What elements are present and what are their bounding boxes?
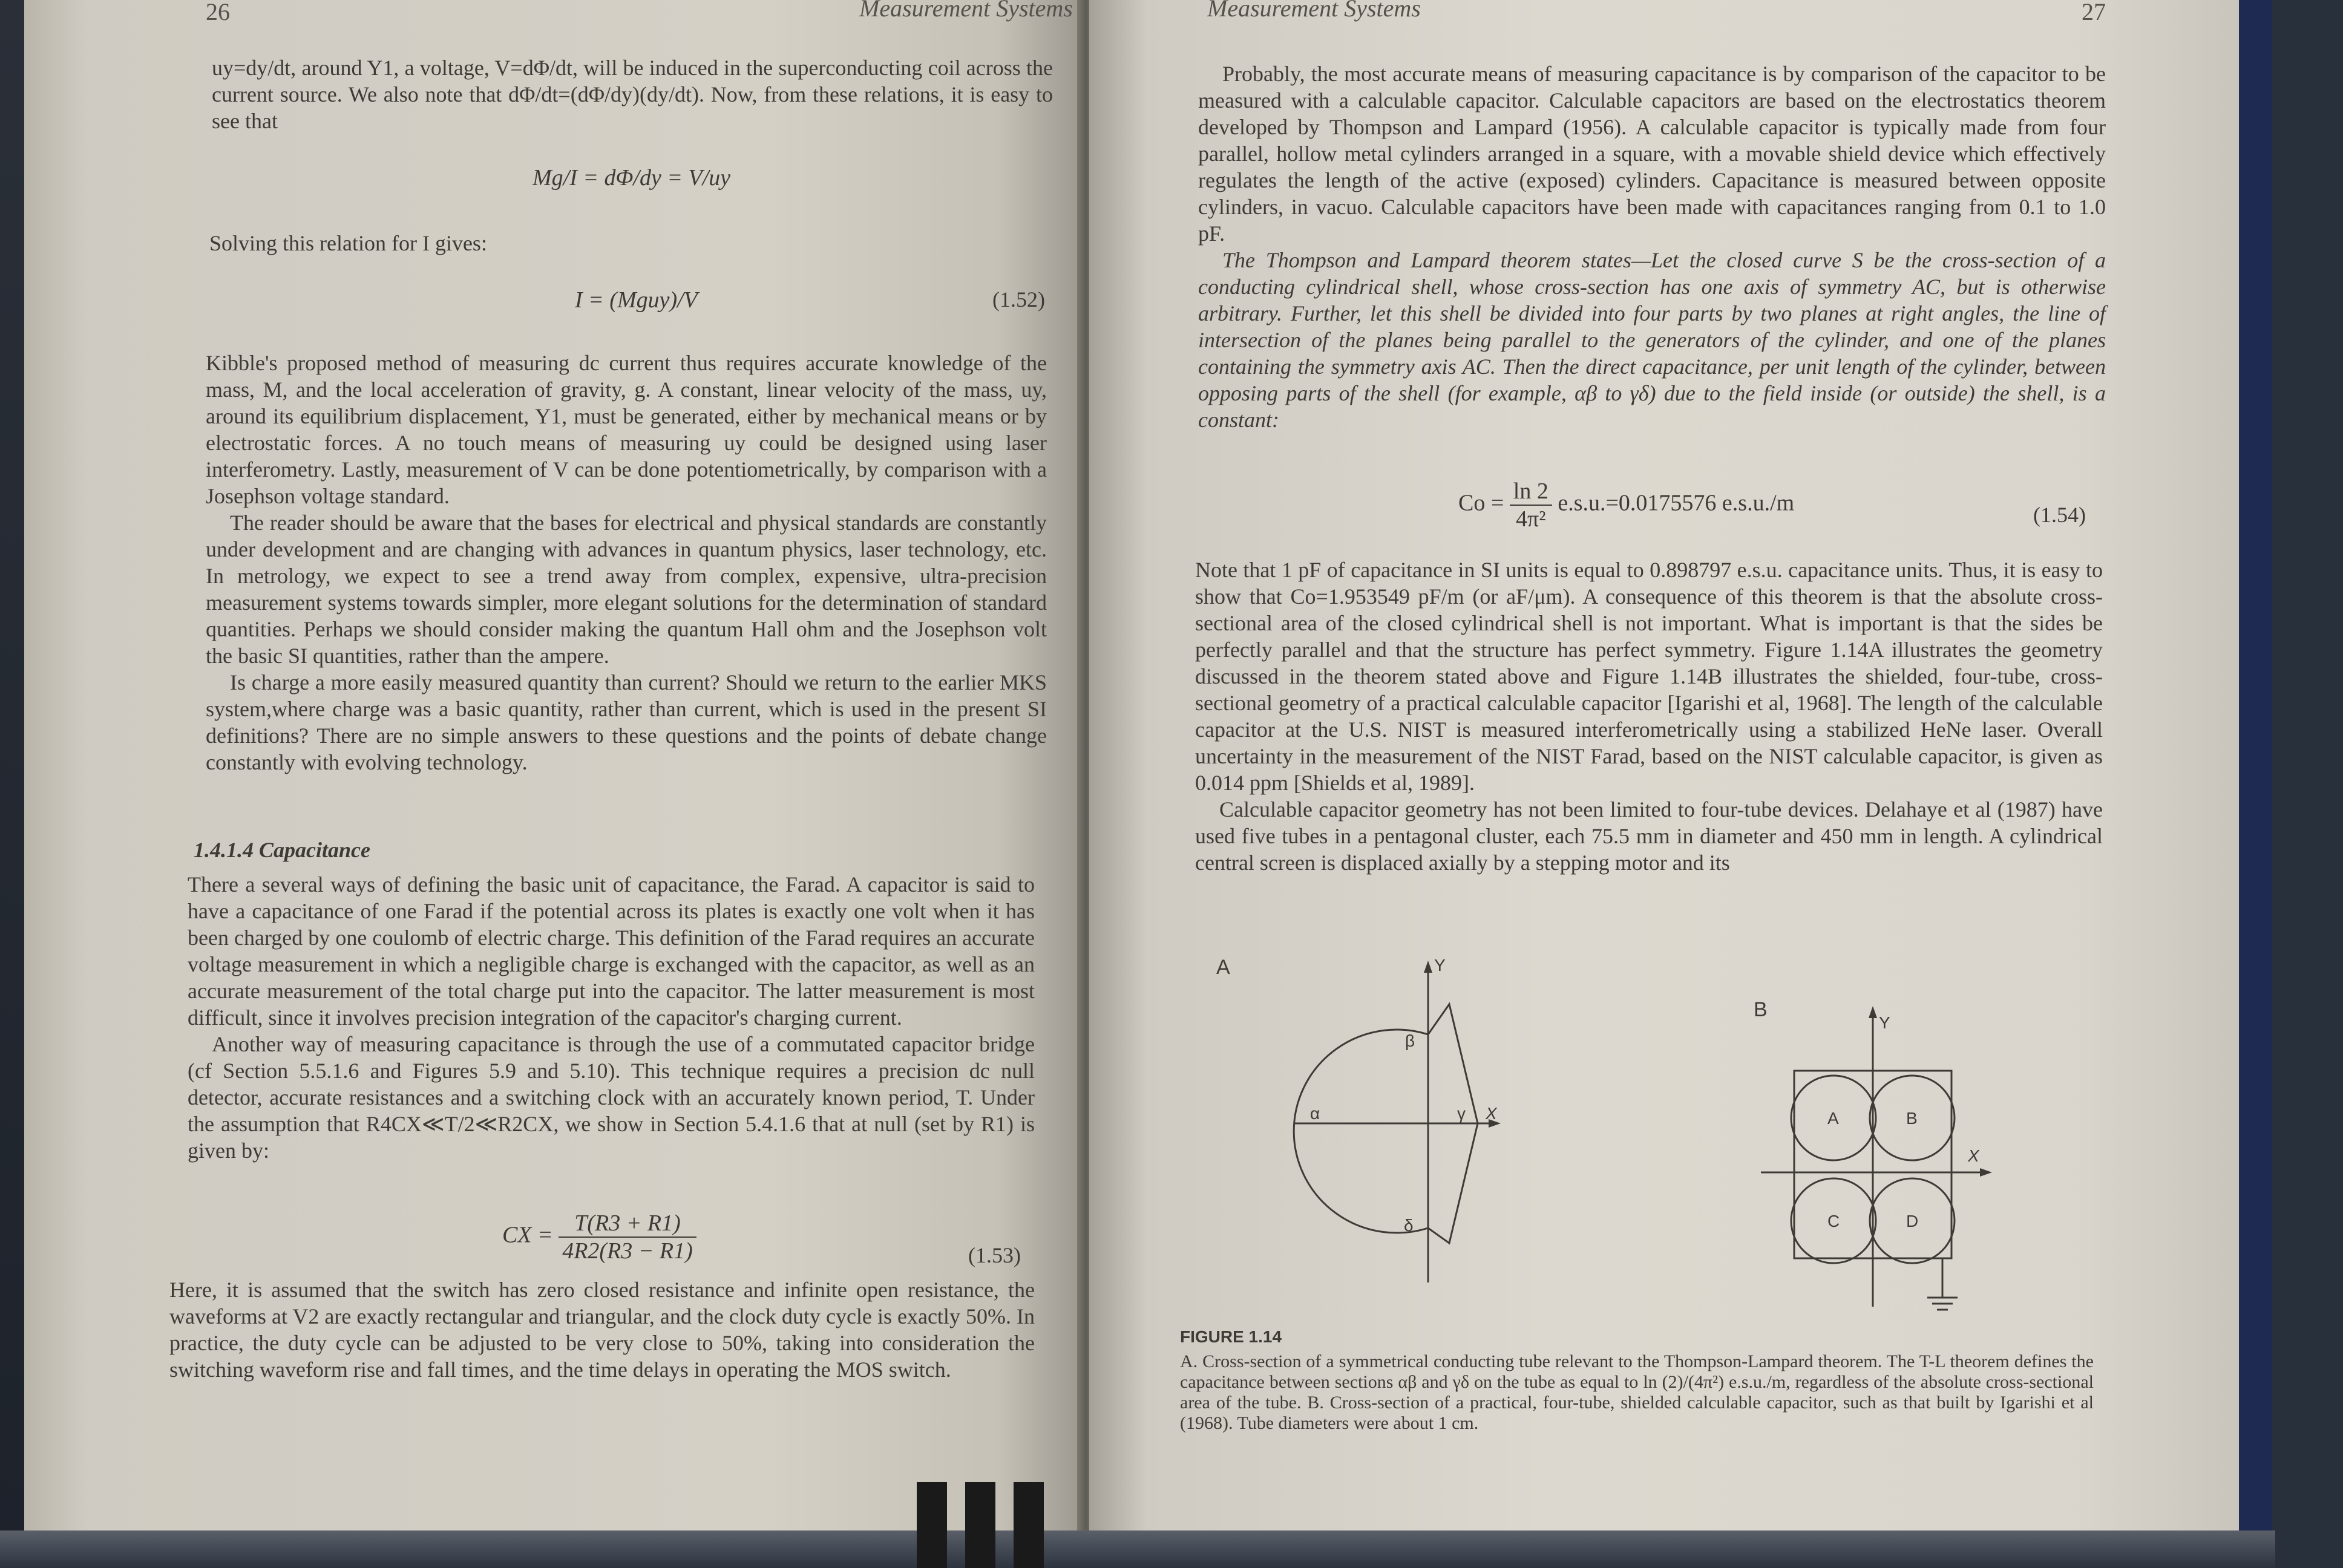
figure-caption: A. Cross-section of a symmetrical conducting tube relevant to the Thompson-Lampard theorem. The T-L theorem defines the capacitance between sections αβ and γδ on the tube as equal to ln (2)/(4π²) e.s.u./m, regardless of the absolute cross-sectional area of the tube. B. Cross-section of a practical, four-tube, shielded calculable capacitor, such as that built by Igarishi et al (1968). Tube diameters were about 1 cm.: [1180, 1351, 2094, 1433]
para-kibble: Kibble's proposed method of measuring dc current thus requires accurate knowledge of the mass, M, and the local acceleration of gravity, g. A constant, linear velocity of the mass, uy, around its equilibrium displacement, Y1, must be generated, either by mechanical means or by electrostatic forces. A no touch means of measuring uy could be designed using laser interferometry. Lastly, measurement of V can be done potentiometrically, by comparison with a Josephson voltage standard.: [206, 351, 1047, 508]
eq-154-numerator: ln 2: [1510, 478, 1552, 506]
equation-1-53-label: (1.53): [968, 1243, 1021, 1267]
book-cover-side: [2272, 0, 2343, 1568]
right-page: [1089, 0, 2239, 1530]
label-beta: β: [1405, 1031, 1415, 1050]
panel-a-y-arrow: [1424, 961, 1432, 973]
equation-mg-over-i: Mg/I = dΦ/dy = V/uy: [532, 165, 731, 191]
equation-1-54: [1458, 478, 1794, 532]
intro-text: uy=dy/dt, around Y1, a voltage, V=dΦ/dt, will be induced in the superconducting coil across the current source. We also note that dΦ/dt=(dΦ/dy)(dy/dt). Now, from these relations, it is easy to see that: [212, 56, 1053, 133]
left-page-number: 26: [206, 0, 230, 25]
panel-a-geometry: [1294, 968, 1495, 1282]
eq-153-numerator: T(R3 + R1): [559, 1210, 696, 1238]
eq-154-fraction: [1510, 478, 1552, 532]
switch-paragraph-block: [169, 1276, 1035, 1383]
tube-c-label: C: [1827, 1212, 1840, 1230]
tube-b-label: B: [1906, 1109, 1918, 1128]
left-running-header: Measurement Systems: [859, 0, 1073, 22]
equation-1-53: [502, 1210, 696, 1264]
eq-154-denominator: 4π²: [1516, 506, 1546, 532]
binder-clip-middle: [965, 1482, 995, 1568]
section-heading-capacitance: 1.4.1.4 Capacitance: [194, 838, 370, 862]
para-probably: Probably, the most accurate means of measuring capacitance is by comparison of the capacitor to be measured with a calculable capacitor. Calculable capacitors are based on the electrostatics theorem developed by Thompson and Lampard (1956). A calculable capacitor is typically made from four parallel, hollow metal cylinders arranged in a square, with a movable shield device which effectively regulates the length of the active (exposed) cylinders. Capacitance is measured between opposite cylinders, in vacuo. Calculable capacitors have been made with capacitances ranging from 0.1 to 1.0 pF.: [1198, 62, 2106, 246]
tube-a-label: A: [1827, 1109, 1839, 1128]
para-theorem: The Thompson and Lampard theorem states—Let the closed curve S be the cross-section of a conducting cylindrical shell, whose cross-section has one axis of symmetry AC, but is otherwise arbitrary. Further, let this shell be divided into four parts by two planes at right angles, the line of intersection of the planes being parallel to the generators of the cylinder, and one of the planes containing the symmetry axis AC. Then the direct capacitance, per unit length of the cylinder, between opposing parts of the shell (for example, αβ to γδ) due to the field inside (or outside) the shell, is a constant:: [1198, 248, 2106, 432]
para-switch: Here, it is assumed that the switch has zero closed resistance and infinite open resistance, the waveforms at V2 are exactly rectangular and triangular, and the clock duty cycle is exactly 50%. In practice, the duty cycle can be adjusted to be very close to 50%, taking into consideration the switching waveform rise and fall times, and the time delays in operating the MOS switch.: [169, 1278, 1035, 1382]
para-cap2: Another way of measuring capacitance is through the use of a commutated capacitor bridge (cf Section 5.5.1.6 and Figures 5.9 and 5.10). This technique requires a precision dc null detector, accurate resistances and a switching clock with an accurately known period, T. Under the assumption that R4CX≪T/2≪R2CX, we show in Section 5.4.1.6 that at null (set by R1) is given by:: [188, 1032, 1035, 1163]
figure-label-b: B: [1754, 998, 1768, 1021]
book-cover-edge: [2239, 0, 2275, 1568]
label-gamma: γ: [1457, 1104, 1466, 1123]
para-reader: The reader should be aware that the bases for electrical and physical standards are constantly under development and are changing with advances in quantum physics, laser technology, etc. In metrology, we expect to see a trend away from complex, expensive, ultra-precision measurement systems towards simpler, more elegant solutions for the determination of standard quantities. Perhaps we should consider making the quantum Hall ohm and the Josephson volt the basic SI quantities, rather than the ampere.: [206, 511, 1047, 668]
panel-b-x-label: X: [1968, 1146, 1979, 1165]
left-body-block: [206, 350, 1047, 776]
binder-clip-left: [917, 1482, 947, 1568]
binder-clip-right: [1014, 1482, 1044, 1568]
figure-title: FIGURE 1.14: [1180, 1327, 1282, 1346]
solving-line: [209, 230, 754, 256]
para-geometry: Calculable capacitor geometry has not been limited to four-tube devices. Delahaye et al (1987) have used five tubes in a pentagonal cluster, each 75.5 mm in diameter and 450 mm in length. A cylindrical central screen is displaced axially by a stepping motor and its: [1195, 797, 2103, 875]
right-top-block: [1198, 60, 2106, 433]
panel-b-y-label: Y: [1879, 1013, 1890, 1032]
panel-b-geometry: [1761, 1013, 1985, 1310]
right-running-header: Measurement Systems: [1207, 0, 1421, 22]
left-intro-paragraph: [212, 54, 1053, 134]
book-bottom-edge: [0, 1530, 2275, 1568]
para-charge: Is charge a more easily measured quantity than current? Should we return to the earlier MKS system,where charge was a basic quantity, rather than current, which is used in the present SI definitions? There are no simple answers to these questions and the points of debate change constantly with evolving technology.: [206, 670, 1047, 774]
label-alpha: α: [1310, 1104, 1320, 1123]
equation-1-54-label: (1.54): [2033, 503, 2086, 527]
tube-d-label: D: [1906, 1212, 1919, 1230]
eq-154-rhs: e.s.u.=0.0175576 e.s.u./m: [1558, 490, 1795, 516]
left-page: [24, 0, 1086, 1530]
solving-text: Solving this relation for I gives:: [209, 231, 487, 255]
equation-1-52: I = (Mguy)/V: [575, 287, 698, 313]
eq-154-lhs: Co =: [1458, 490, 1504, 516]
panel-b-x-arrow: [1980, 1168, 1992, 1177]
eq-153-lhs: CX =: [502, 1222, 553, 1248]
right-body-block: [1195, 557, 2103, 876]
eq-153-fraction: [559, 1210, 696, 1264]
figure-label-a: A: [1216, 956, 1230, 979]
figure-1-14: [1198, 944, 2106, 1319]
para-note: Note that 1 pF of capacitance in SI units is equal to 0.898797 e.s.u. capacitance units. Thus, it is easy to show that Co=1.953549 pF/m (or aF/μm). A consequence of this theorem is that the absolute cross-sectional area of the closed cylindrical shell is not important. What is important is that the sides be perfectly parallel and that the structure has perfect symmetry. Figure 1.14A illustrates the geometry discussed in the theorem stated above and Figure 1.14B illustrates the shielded, four-tube, cross-sectional geometry of a practical calculable capacitor [Igarishi et al, 1968]. The length of the calculable capacitor at the U.S. NIST is measured interferometrically using a stabilized HeNe laser. Overall uncertainty in the measurement of the NIST Farad, based on the NIST calculable capacitor, is given as 0.014 ppm [Shields et al, 1989].: [1195, 558, 2103, 795]
panel-b-y-arrow: [1869, 1006, 1877, 1018]
capacitance-body-block: [188, 871, 1035, 1164]
panel-a-x-label: X: [1486, 1104, 1497, 1123]
para-cap1: There a several ways of defining the basic unit of capacitance, the Farad. A capacitor is said to have a capacitance of one Farad if the potential across its plates is exactly one volt when it has been charged by one coulomb of electric charge. This definition of the Farad requires an accurate voltage measurement in which a negligible charge is exchanged with the capacitor, as well as an accurate measurement of the total charge put into the capacitor. The latter measurement is most difficult, since it involves precision integration of the capacitor's charging current.: [188, 872, 1035, 1030]
panel-a-circular-arc: [1294, 1030, 1428, 1233]
eq-153-denominator: 4R2(R3 − R1): [562, 1238, 693, 1264]
right-page-number: 27: [2082, 0, 2106, 25]
label-delta: δ: [1404, 1216, 1414, 1235]
panel-a-y-label: Y: [1434, 956, 1446, 975]
equation-1-52-label: (1.52): [992, 287, 1045, 312]
